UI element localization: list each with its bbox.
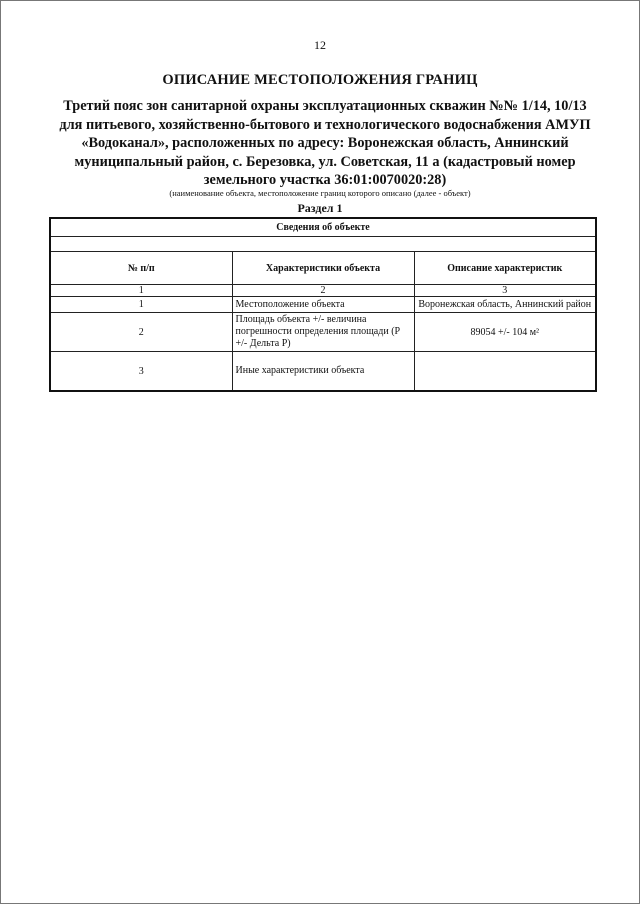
document-title: ОПИСАНИЕ МЕСТОПОЛОЖЕНИЯ ГРАНИЦ — [162, 72, 478, 88]
table-row — [50, 352, 596, 392]
table-header-row — [50, 252, 596, 285]
header-characteristic: Характеристики объекта — [232, 252, 414, 285]
row-description: 89054 +/- 104 м² — [414, 313, 596, 352]
row-characteristic: Иные характеристики объекта — [232, 352, 414, 392]
document-subtitle: Третий пояс зон санитарной охраны эксплуатационных скважин №№ 1/14, 10/13 для питьевого, хозяйственно-бытового и технологического водоснабжения АМУП «Водоканал», расположенных по адресу: Воронежская область, Аннинский муниципальный район, с. Березовка, ул. Советская, 11 а (кадастровый номер земельного участка 36:01:0070020:28) — [59, 98, 591, 188]
row-description — [414, 352, 596, 392]
table-row — [50, 297, 596, 313]
document-caption: (наименование объекта, местоположение границ которого описано (далее - объект) — [169, 188, 471, 198]
header-number: № п/п — [50, 252, 232, 285]
row-number: 1 — [50, 297, 232, 313]
table-title-row — [50, 218, 596, 237]
header-description: Описание характеристик — [414, 252, 596, 285]
table-index-row — [50, 285, 596, 297]
table-title: Сведения об объекте — [50, 218, 596, 237]
column-index-3: 3 — [414, 285, 596, 297]
table-spacer-cell — [50, 237, 596, 252]
row-number: 3 — [50, 352, 232, 392]
row-characteristic: Площадь объекта +/- величина погрешности определения площади (Р +/- Дельта Р) — [232, 313, 414, 352]
table-spacer-row — [50, 237, 596, 252]
row-description: Воронежская область, Аннинский район — [414, 297, 596, 313]
column-index-2: 2 — [232, 285, 414, 297]
section-label: Раздел 1 — [297, 201, 343, 215]
row-number: 2 — [50, 313, 232, 352]
table-row — [50, 313, 596, 352]
page-number: 12 — [314, 38, 326, 52]
column-index-1: 1 — [50, 285, 232, 297]
object-info-table — [49, 217, 597, 392]
row-characteristic: Местоположение объекта — [232, 297, 414, 313]
